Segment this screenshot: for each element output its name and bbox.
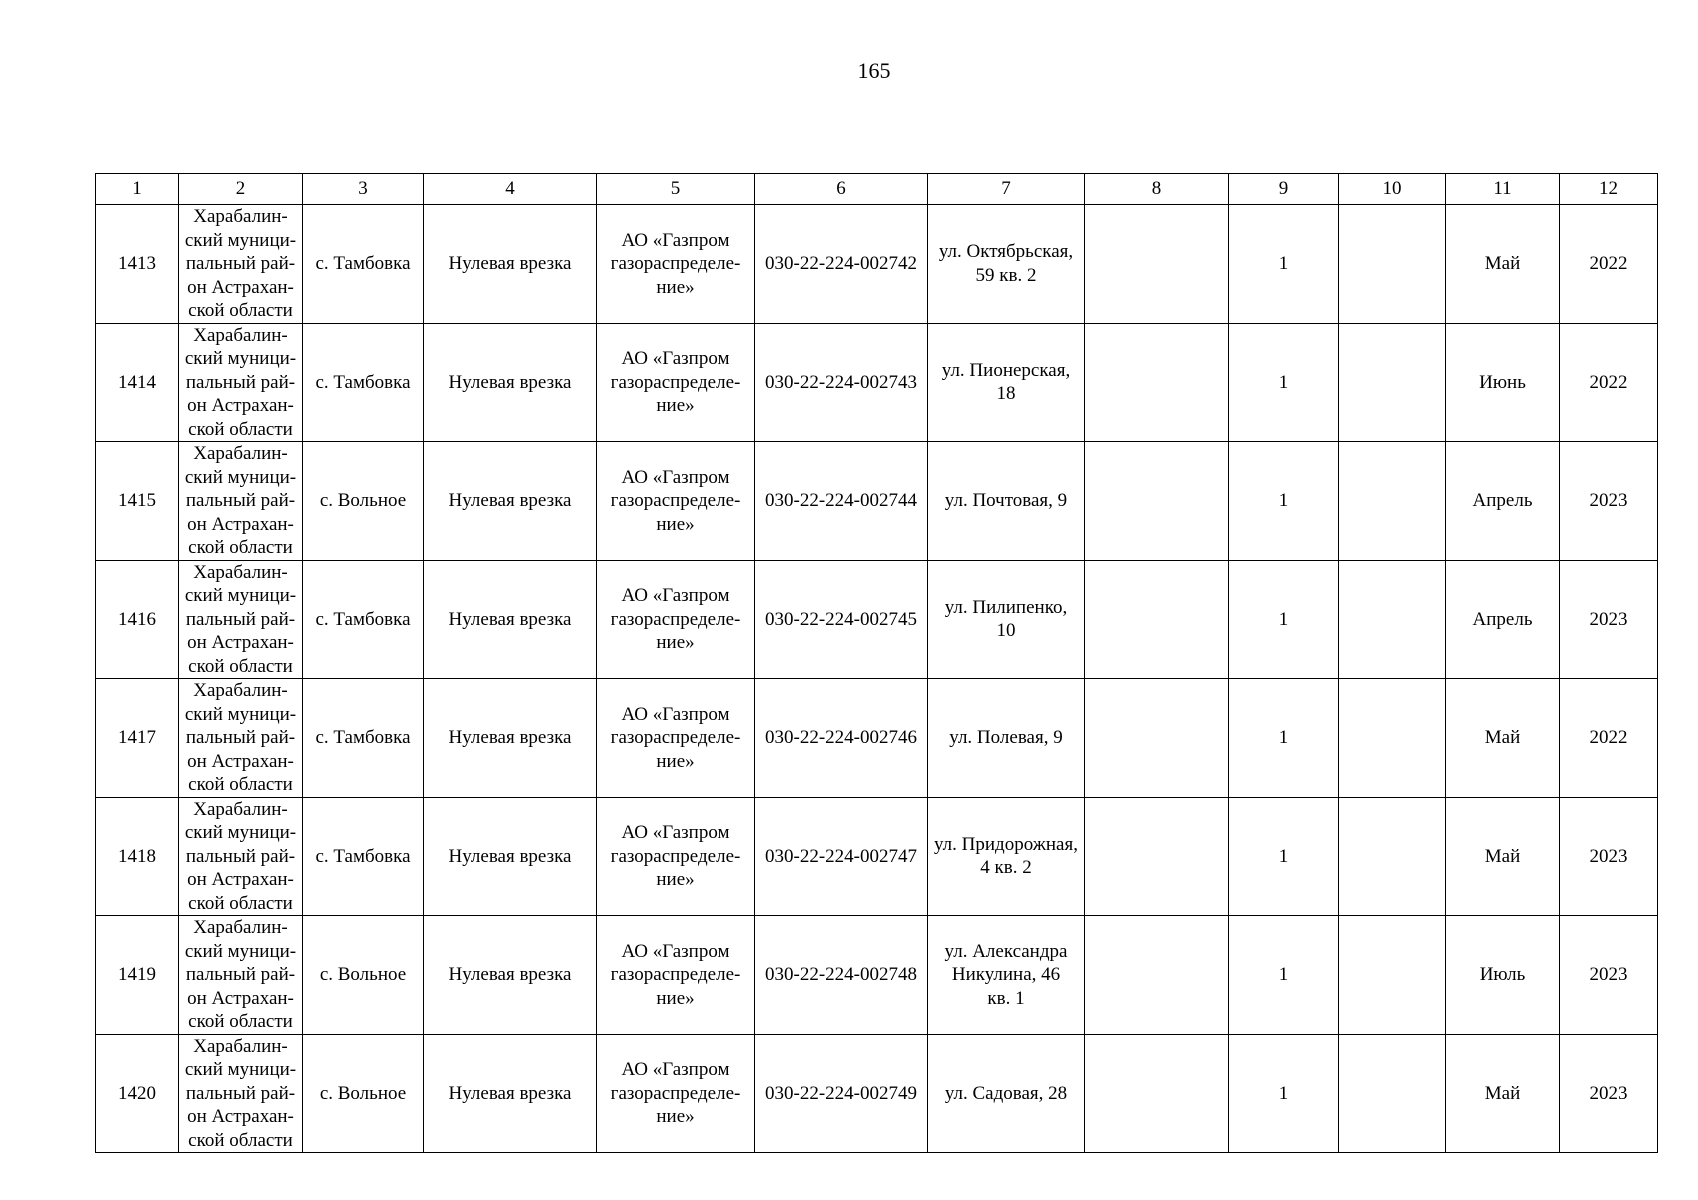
- year-cell: 2023: [1560, 560, 1658, 679]
- table-row: [96, 442, 1658, 561]
- column-10-cell: [1339, 1034, 1446, 1153]
- year-cell: 2022: [1560, 205, 1658, 324]
- quantity-cell: 1: [1229, 1034, 1339, 1153]
- column-header-10: 10: [1339, 174, 1446, 205]
- row-number-cell: 1418: [96, 797, 179, 916]
- settlement-cell: с. Тамбовка: [303, 679, 424, 798]
- column-10-cell: [1339, 916, 1446, 1035]
- address-cell: ул. Октябрьская, 59 кв. 2: [928, 205, 1085, 324]
- column-8-cell: [1085, 560, 1229, 679]
- work-type-cell: Нулевая врезка: [424, 442, 597, 561]
- month-cell: Май: [1446, 797, 1560, 916]
- row-number-cell: 1414: [96, 323, 179, 442]
- column-8-cell: [1085, 1034, 1229, 1153]
- object-code-cell: 030-22-224-002748: [755, 916, 928, 1035]
- column-8-cell: [1085, 205, 1229, 324]
- quantity-cell: 1: [1229, 560, 1339, 679]
- year-cell: 2023: [1560, 442, 1658, 561]
- column-8-cell: [1085, 679, 1229, 798]
- organization-cell: АО «Газпром газораспределе- ние»: [597, 560, 755, 679]
- settlement-cell: с. Тамбовка: [303, 205, 424, 324]
- quantity-cell: 1: [1229, 679, 1339, 798]
- address-cell: ул. Садовая, 28: [928, 1034, 1085, 1153]
- row-number-cell: 1419: [96, 916, 179, 1035]
- quantity-cell: 1: [1229, 442, 1339, 561]
- column-8-cell: [1085, 442, 1229, 561]
- column-header-12: 12: [1560, 174, 1658, 205]
- district-cell: Харабалин- ский муници- пальный рай- он Астрахан- ской области: [179, 1034, 303, 1153]
- year-cell: 2023: [1560, 797, 1658, 916]
- address-cell: ул. Почтовая, 9: [928, 442, 1085, 561]
- table-row: [96, 205, 1658, 324]
- organization-cell: АО «Газпром газораспределе- ние»: [597, 1034, 755, 1153]
- row-number-cell: 1420: [96, 1034, 179, 1153]
- object-code-cell: 030-22-224-002742: [755, 205, 928, 324]
- table-row: [96, 797, 1658, 916]
- month-cell: Май: [1446, 679, 1560, 798]
- work-type-cell: Нулевая врезка: [424, 679, 597, 798]
- settlement-cell: с. Тамбовка: [303, 560, 424, 679]
- organization-cell: АО «Газпром газораспределе- ние»: [597, 797, 755, 916]
- quantity-cell: 1: [1229, 323, 1339, 442]
- column-10-cell: [1339, 679, 1446, 798]
- month-cell: Май: [1446, 205, 1560, 324]
- district-cell: Харабалин- ский муници- пальный рай- он Астрахан- ской области: [179, 442, 303, 561]
- column-header-3: 3: [303, 174, 424, 205]
- organization-cell: АО «Газпром газораспределе- ние»: [597, 205, 755, 324]
- column-header-9: 9: [1229, 174, 1339, 205]
- column-10-cell: [1339, 797, 1446, 916]
- district-cell: Харабалин- ский муници- пальный рай- он Астрахан- ской области: [179, 560, 303, 679]
- column-10-cell: [1339, 442, 1446, 561]
- column-10-cell: [1339, 323, 1446, 442]
- district-cell: Харабалин- ский муници- пальный рай- он Астрахан- ской области: [179, 916, 303, 1035]
- column-header-11: 11: [1446, 174, 1560, 205]
- settlement-cell: с. Вольное: [303, 1034, 424, 1153]
- address-cell: ул. Пилипенко, 10: [928, 560, 1085, 679]
- settlement-cell: с. Вольное: [303, 442, 424, 561]
- address-cell: ул. Полевая, 9: [928, 679, 1085, 798]
- column-header-2: 2: [179, 174, 303, 205]
- quantity-cell: 1: [1229, 916, 1339, 1035]
- column-header-8: 8: [1085, 174, 1229, 205]
- page-number: 165: [857, 58, 891, 83]
- object-code-cell: 030-22-224-002746: [755, 679, 928, 798]
- settlement-cell: с. Тамбовка: [303, 797, 424, 916]
- month-cell: Май: [1446, 1034, 1560, 1153]
- row-number-cell: 1417: [96, 679, 179, 798]
- district-cell: Харабалин- ский муници- пальный рай- он Астрахан- ской области: [179, 797, 303, 916]
- month-cell: Июль: [1446, 916, 1560, 1035]
- month-cell: Июнь: [1446, 323, 1560, 442]
- organization-cell: АО «Газпром газораспределе- ние»: [597, 323, 755, 442]
- column-header-5: 5: [597, 174, 755, 205]
- work-type-cell: Нулевая врезка: [424, 323, 597, 442]
- gas-connection-table: [95, 173, 1658, 1153]
- organization-cell: АО «Газпром газораспределе- ние»: [597, 916, 755, 1035]
- table-body: [96, 174, 1658, 1153]
- column-header-6: 6: [755, 174, 928, 205]
- month-cell: Апрель: [1446, 442, 1560, 561]
- year-cell: 2022: [1560, 323, 1658, 442]
- quantity-cell: 1: [1229, 797, 1339, 916]
- work-type-cell: Нулевая врезка: [424, 205, 597, 324]
- organization-cell: АО «Газпром газораспределе- ние»: [597, 679, 755, 798]
- address-cell: ул. Пионерская, 18: [928, 323, 1085, 442]
- organization-cell: АО «Газпром газораспределе- ние»: [597, 442, 755, 561]
- row-number-cell: 1416: [96, 560, 179, 679]
- work-type-cell: Нулевая врезка: [424, 1034, 597, 1153]
- column-8-cell: [1085, 797, 1229, 916]
- object-code-cell: 030-22-224-002747: [755, 797, 928, 916]
- column-10-cell: [1339, 560, 1446, 679]
- district-cell: Харабалин- ский муници- пальный рай- он Астрахан- ской области: [179, 323, 303, 442]
- address-cell: ул. Александра Никулина, 46 кв. 1: [928, 916, 1085, 1035]
- column-header-7: 7: [928, 174, 1085, 205]
- column-8-cell: [1085, 916, 1229, 1035]
- table-row: [96, 679, 1658, 798]
- object-code-cell: 030-22-224-002749: [755, 1034, 928, 1153]
- address-cell: ул. Придорожная, 4 кв. 2: [928, 797, 1085, 916]
- row-number-cell: 1415: [96, 442, 179, 561]
- settlement-cell: с. Вольное: [303, 916, 424, 1035]
- table-row: [96, 323, 1658, 442]
- object-code-cell: 030-22-224-002745: [755, 560, 928, 679]
- work-type-cell: Нулевая врезка: [424, 916, 597, 1035]
- column-header-4: 4: [424, 174, 597, 205]
- settlement-cell: с. Тамбовка: [303, 323, 424, 442]
- row-number-cell: 1413: [96, 205, 179, 324]
- district-cell: Харабалин- ский муници- пальный рай- он Астрахан- ской области: [179, 679, 303, 798]
- table-row: [96, 1034, 1658, 1153]
- column-header-1: 1: [96, 174, 179, 205]
- object-code-cell: 030-22-224-002744: [755, 442, 928, 561]
- quantity-cell: 1: [1229, 205, 1339, 324]
- work-type-cell: Нулевая врезка: [424, 797, 597, 916]
- year-cell: 2023: [1560, 1034, 1658, 1153]
- table-row: [96, 560, 1658, 679]
- column-10-cell: [1339, 205, 1446, 324]
- year-cell: 2022: [1560, 679, 1658, 798]
- year-cell: 2023: [1560, 916, 1658, 1035]
- column-8-cell: [1085, 323, 1229, 442]
- column-number-row: [96, 174, 1658, 205]
- object-code-cell: 030-22-224-002743: [755, 323, 928, 442]
- table-row: [96, 916, 1658, 1035]
- district-cell: Харабалин- ский муници- пальный рай- он Астрахан- ской области: [179, 205, 303, 324]
- work-type-cell: Нулевая врезка: [424, 560, 597, 679]
- month-cell: Апрель: [1446, 560, 1560, 679]
